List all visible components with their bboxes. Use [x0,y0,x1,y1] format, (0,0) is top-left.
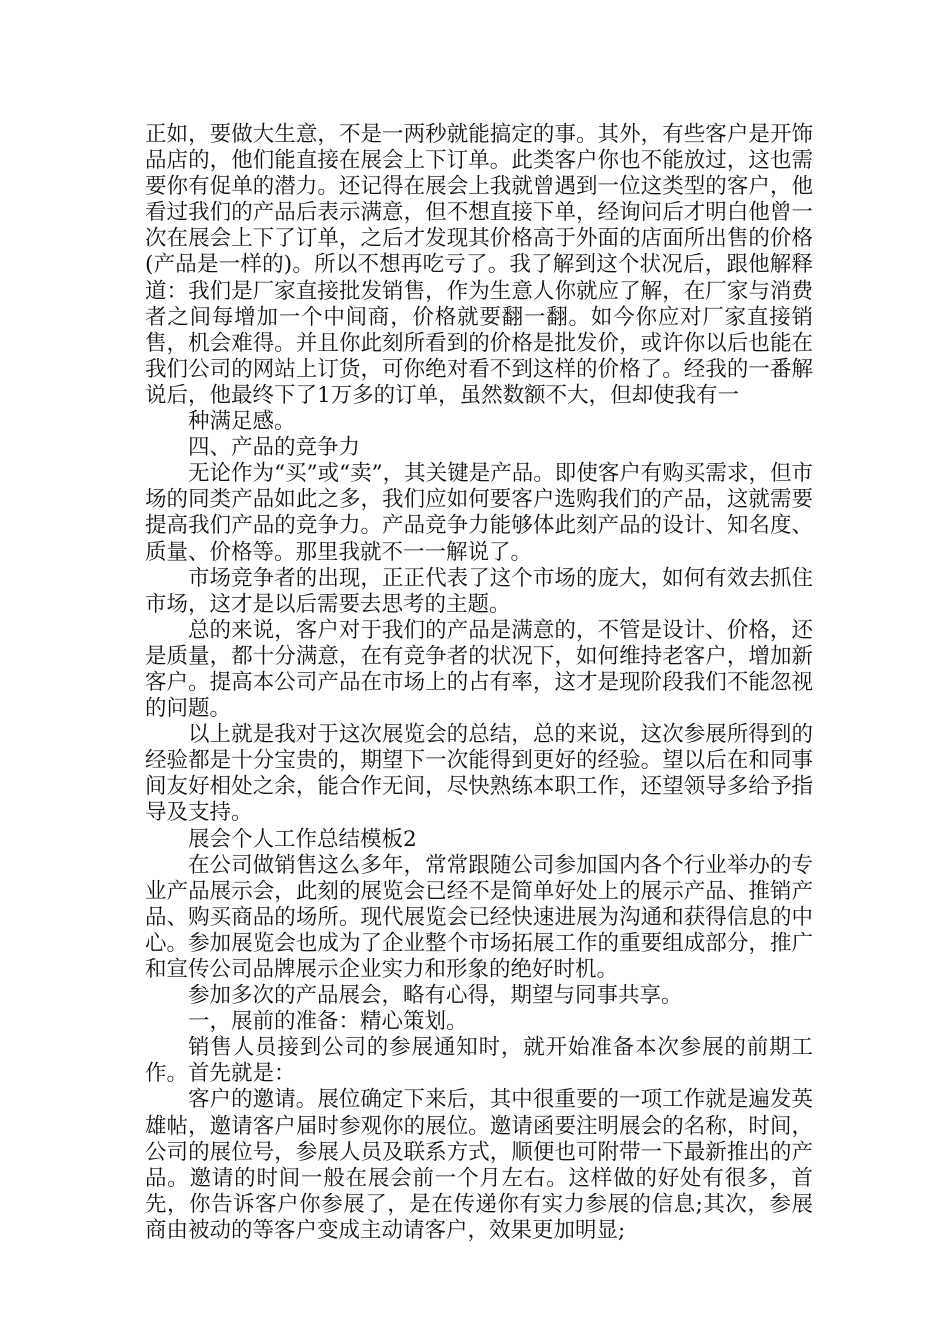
paragraph-10: 客户的邀请。展位确定下来后，其中很重要的一项工作就是遍发英雄帖，邀请客户届时参观你的展位。邀请函要注明展会的名称，时间，公司的展位号，参展人员及联系方式，顺便也可附带一下最新推出的产品。邀请的时间一般在展会前一个月左右。这样做的好处有很多，首先，你告诉客户你参展了，是在传递你有实力参展的信息;其次，参展商由被动的等客户变成主动请客户，效果更加明显; [145,1087,813,1243]
paragraph-2: 种满足感。 [188,409,296,435]
paragraph-7: 在公司做销售这么多年，常常跟随公司参加国内各个行业举办的专业产品展示会，此刻的展览会已经不是简单好处上的展示产品、推销产品、购买商品的场所。现代展览会已经快速进展为沟通和获得信息的中心。参加展览会也成为了企业整个市场拓展工作的重要组成部分，推广和宣传公司品牌展示企业实力和形象的绝好时机。 [145,852,813,982]
paragraph-5: 总的来说，客户对于我们的产品是满意的，不管是设计、价格，还是质量，都十分满意，在有竞争者的状况下，如何维持老客户，增加新客户。提高本公司产品在市场上的占有率，这才是现阶段我们不能忽视的问题。 [145,617,813,722]
template-title-2: 展会个人工作总结模板2 [188,826,417,852]
section-heading-4: 四、产品的竞争力 [188,435,361,461]
document-page [145,122,813,1244]
paragraph-9: 销售人员接到公司的参展通知时，就开始准备本次参展的前期工作。首先就是： [145,1035,813,1087]
paragraph-6: 以上就是我对于这次展览会的总结，总的来说，这次参展所得到的经验都是十分宝贵的，期望下一次能得到更好的经验。望以后在和同事间友好相处之余，能合作无间，尽快熟练本职工作，还望领导多给予指导及支持。 [145,722,813,826]
paragraph-4: 市场竞争者的出现，正正代表了这个市场的庞大，如何有效去抓住市场，这才是以后需要去思考的主题。 [145,565,813,617]
paragraph-3: 无论作为“买”或“卖”，其关键是产品。即使客户有购买需求，但市场的同类产品如此之多，我们应如何要客户选购我们的产品，这就需要提高我们产品的竞争力。产品竞争力能够体此刻产品的设计、知名度、质量、价格等。那里我就不一一解说了。 [145,461,813,565]
section-heading-prep: 一，展前的准备：精心策划。 [188,1009,468,1035]
paragraph-8: 参加多次的产品展会，略有心得，期望与同事共享。 [188,983,683,1009]
paragraph-1: 正如，要做大生意，不是一两秒就能搞定的事。其外，有些客户是开饰品店的，他们能直接在展会上下订单。此类客户你也不能放过，这也需要你有促单的潜力。还记得在展会上我就曾遇到一位这类型的客户，他看过我们的产品后表示满意，但不想直接下单，经询问后才明白他曾一次在展会上下了订单，之后才发现其价格高于外面的店面所出售的价格(产品是一样的)。所以不想再吃亏了。我了解到这个状况后，跟他解释道：我们是厂家直接批发销售，作为生意人你就应了解，在厂家与消费者之间每增加一个中间商，价格就要翻一翻。如今你应对厂家直接销售，机会难得。并且你此刻所看到的价格是批发价，或许你以后也能在我们公司的网站上订货，可你绝对看不到这样的价格了。经我的一番解说后，他最终下了1万多的订单，虽然数额不大，但却使我有一 [145,122,813,408]
